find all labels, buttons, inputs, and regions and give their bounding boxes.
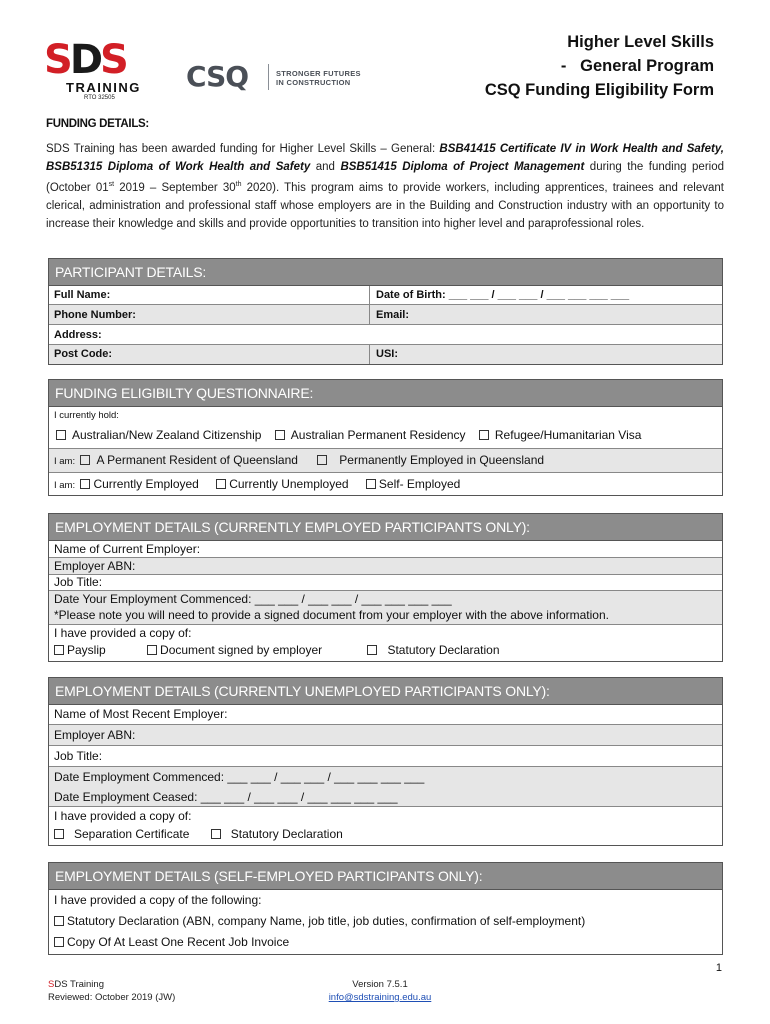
row-unemployed-dates: [49, 767, 722, 807]
checkbox-icon[interactable]: [317, 455, 327, 465]
provided-copy-label: I have provided a copy of:: [54, 626, 192, 640]
eligibility-heading: FUNDING ELIGIBILTY QUESTIONNAIRE:: [49, 380, 722, 407]
row-recent-employer: [49, 705, 722, 725]
unemployed-abn-field[interactable]: Employer ABN:: [54, 728, 136, 742]
checkbox-icon[interactable]: [80, 455, 90, 465]
option-permanent-residency[interactable]: Australian Permanent Residency: [275, 424, 466, 446]
footer-center: [300, 978, 460, 1004]
sds-logo-word: SDS: [44, 37, 126, 83]
row-commenced: [49, 591, 722, 625]
checkbox-icon[interactable]: [366, 479, 376, 489]
row-address: [49, 325, 722, 345]
address-field[interactable]: Address:: [54, 329, 102, 341]
row-iam-employment: [49, 473, 722, 495]
checkbox-icon[interactable]: [54, 645, 64, 655]
title-line-2: - General Program: [560, 57, 714, 75]
option-job-invoice[interactable]: Copy Of At Least One Recent Job Invoice: [54, 932, 722, 953]
row-employer-abn: [49, 558, 722, 575]
employer-abn-field[interactable]: Employer ABN:: [54, 559, 136, 573]
title-line-1: Higher Level Skills: [567, 33, 714, 51]
checkbox-icon[interactable]: [216, 479, 226, 489]
checkbox-icon[interactable]: [54, 937, 64, 947]
row-phone-email: [49, 305, 722, 325]
currently-hold-label: I currently hold:: [54, 410, 119, 421]
csq-logo: [186, 60, 386, 100]
participant-heading: PARTICIPANT DETAILS:: [49, 259, 722, 286]
postcode-field[interactable]: Post Code:: [54, 348, 113, 360]
option-separation-certificate[interactable]: Separation Certificate: [54, 825, 189, 843]
employed-details-table: [48, 513, 723, 662]
iam-label: I am:: [54, 456, 76, 467]
option-self-statutory-declaration[interactable]: Statutory Declaration (ABN, company Name, job title, job duties, confirmation of self-employment): [54, 911, 722, 932]
option-self-employed[interactable]: Self- Employed: [366, 473, 460, 495]
checkbox-icon[interactable]: [80, 479, 90, 489]
row-currently-hold: [49, 407, 722, 449]
self-employed-details-table: [48, 862, 723, 955]
footer-org: SDS Training: [48, 979, 104, 990]
row-name-dob: [49, 286, 722, 305]
option-currently-employed[interactable]: Currently Employed: [80, 473, 198, 495]
option-refugee-visa[interactable]: Refugee/Humanitarian Visa: [479, 424, 642, 446]
option-currently-unemployed[interactable]: Currently Unemployed: [216, 473, 348, 495]
iam-label: I am:: [54, 480, 76, 491]
current-employer-field[interactable]: Name of Current Employer:: [54, 542, 201, 556]
csq-logo-divider: [268, 64, 269, 90]
sds-training-logo: [44, 37, 156, 104]
csq-logo-tagline: STRONGER FUTURES IN CONSTRUCTION: [276, 69, 361, 87]
employer-document-note: *Please note you will need to provide a signed document from your employer with the above information.: [54, 608, 609, 622]
recent-employer-field[interactable]: Name of Most Recent Employer:: [54, 707, 228, 721]
checkbox-icon[interactable]: [275, 430, 285, 440]
unemployed-copy-label: I have provided a copy of:: [54, 809, 192, 823]
option-qld-resident[interactable]: A Permanent Resident of Queensland: [80, 449, 297, 472]
eligibility-table: [48, 379, 723, 496]
csq-logo-mark: CSQ: [186, 60, 249, 93]
page-number: 1: [715, 962, 722, 974]
checkbox-icon[interactable]: [211, 829, 221, 839]
row-unemployed-copy: [49, 807, 722, 845]
checkbox-icon[interactable]: [54, 829, 64, 839]
option-signed-document[interactable]: Document signed by employer: [147, 642, 322, 659]
date-commenced-field[interactable]: Date Your Employment Commenced: ___ ___ / ___ ___ / ___ ___ ___ ___: [54, 592, 452, 606]
unemployed-job-field[interactable]: Job Title:: [54, 749, 103, 763]
date-employment-commenced-field[interactable]: Date Employment Commenced: ___ ___ / ___ ___ / ___ ___ ___ ___: [54, 770, 425, 784]
checkbox-icon[interactable]: [479, 430, 489, 440]
title-line-3: CSQ Funding Eligibility Form: [484, 81, 714, 99]
checkbox-icon[interactable]: [54, 916, 64, 926]
row-unemployed-abn: [49, 725, 722, 746]
sds-logo-sub: TRAINING: [66, 80, 141, 95]
footer-reviewed: Reviewed: October 2019 (JW): [48, 992, 176, 1003]
unemployed-heading: EMPLOYMENT DETAILS (CURRENTLY UNEMPLOYED PARTICIPANTS ONLY):: [49, 678, 722, 705]
employed-heading: EMPLOYMENT DETAILS (CURRENTLY EMPLOYED PARTICIPANTS ONLY):: [49, 514, 722, 541]
email-field[interactable]: Email:: [369, 305, 409, 324]
dob-field[interactable]: Date of Birth: ___ ___ / ___ ___ / ___ ___ ___ ___: [369, 286, 629, 304]
option-citizenship[interactable]: Australian/New Zealand Citizenship: [56, 424, 261, 446]
unemployed-details-table: [48, 677, 723, 846]
checkbox-icon[interactable]: [367, 645, 377, 655]
funding-paragraph: SDS Training has been awarded funding for Higher Level Skills – General: BSB41415 Certificate IV in Work Health and Safety, BSB51315 Diploma of Work Health and Safety and BSB51415 Diploma of Project Management during the funding period (October 01st 2019 – September 30th 2020). This program aims to provide workers, including apprentices, trainees and relevant clerical, administration and professional staff whose employers are in the Building and Construction industry with an opportunity to increase their knowledge and skills and provide opportunities to transition into higher level and paraprofessional roles.: [46, 143, 724, 230]
self-employed-copy-label: I have provided a copy of the following:: [54, 893, 262, 907]
row-provided-copy: [49, 625, 722, 661]
option-unemployed-statutory-declaration[interactable]: Statutory Declaration: [211, 825, 343, 843]
usi-field[interactable]: USI:: [369, 345, 398, 364]
participant-details-table: [48, 258, 723, 365]
row-job-title: [49, 575, 722, 591]
row-self-employed-copy: [49, 890, 722, 954]
sds-logo-rto: RTO 32505: [84, 95, 115, 101]
row-iam-residency: [49, 449, 722, 473]
footer-version: Version 7.5.1: [352, 979, 408, 990]
row-current-employer: [49, 541, 722, 558]
full-name-field[interactable]: Full Name:: [54, 289, 111, 301]
row-postcode-usi: [49, 345, 722, 364]
date-employment-ceased-field[interactable]: Date Employment Ceased: ___ ___ / ___ ___ / ___ ___ ___ ___: [54, 790, 398, 804]
job-title-field[interactable]: Job Title:: [54, 575, 103, 589]
footer-left: [48, 978, 175, 1004]
checkbox-icon[interactable]: [147, 645, 157, 655]
self-employed-heading: EMPLOYMENT DETAILS (SELF-EMPLOYED PARTICIPANTS ONLY):: [49, 863, 722, 890]
footer-email-link[interactable]: info@sdstraining.edu.au: [328, 992, 432, 1003]
funding-heading: FUNDING DETAILS:: [46, 118, 149, 130]
option-qld-employed[interactable]: Permanently Employed in Queensland: [317, 449, 544, 472]
option-payslip[interactable]: Payslip: [54, 642, 106, 659]
row-unemployed-job: [49, 746, 722, 767]
form-title: [485, 30, 714, 102]
checkbox-icon[interactable]: [56, 430, 66, 440]
phone-field[interactable]: Phone Number:: [54, 309, 136, 321]
option-statutory-declaration[interactable]: Statutory Declaration: [367, 642, 499, 659]
